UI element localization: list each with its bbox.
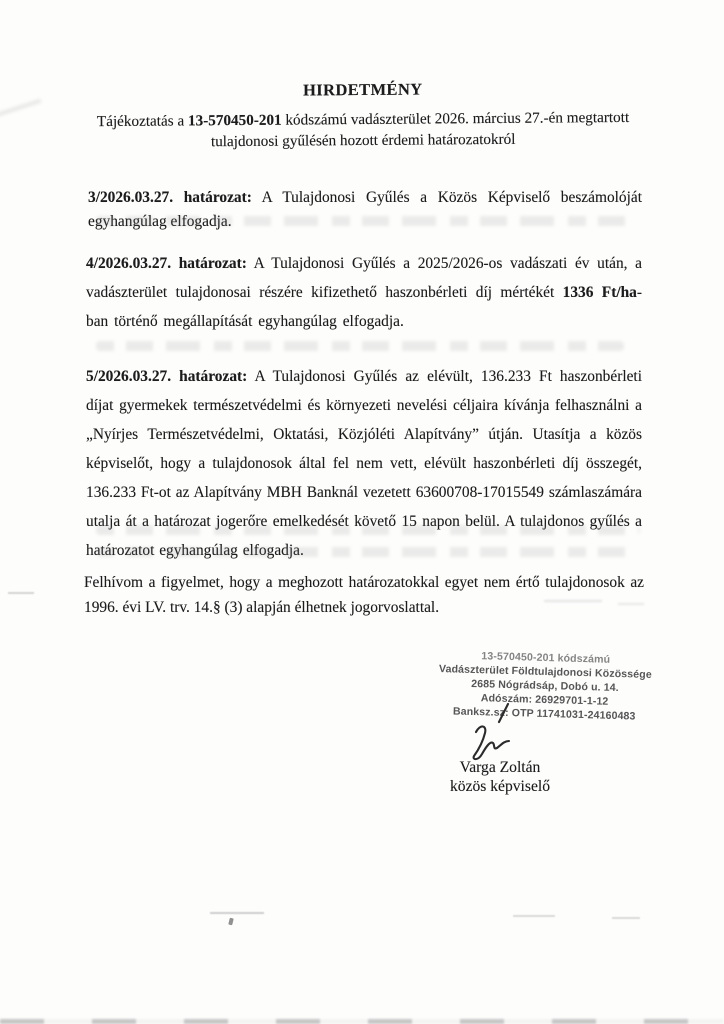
territory-code: 13-570450-201	[187, 111, 282, 130]
signatory-block	[420, 758, 580, 796]
scan-artifact-ghostline-3	[96, 525, 640, 535]
scan-artifact-dash-right-2	[618, 603, 644, 605]
stamp-org-name-line: Vadászterület Földtulajdonosi Közössége	[438, 663, 652, 681]
scan-artifact-ghostline-1	[96, 216, 636, 226]
stamp-address-line: 2685 Nógrádsáp, Dobó u. 14.	[471, 677, 619, 695]
resolution-3-text: A Tulajdonosi Gyűlés a Közös Képviselő beszámolóját egyhangúlag elfogadja.	[88, 189, 642, 230]
legal-notice-paragraph: Felhívom a figyelmet, hogy a meghozott határozatokkal egyet nem értő tulajdonosok az 1996. évi LV. trv. 14.§ (3) alapján élhetnek jogorvoslattal.	[84, 574, 644, 616]
resolution-4-text-tail: -ban történő megállapítását egyhangúlag elfogadja.	[86, 284, 643, 330]
scan-artifact-ghostline-2	[96, 341, 624, 351]
scan-artifact-streak-3	[612, 917, 640, 919]
resolution-4-label: 4/2026.03.27. határozat:	[86, 255, 247, 272]
stamp-bankaccount-line: Banksz.sz: OTP 11741031-24160483	[452, 705, 636, 723]
resolution-5-text: A Tulajdonosi Gyűlés az elévült, 136.233 Ft haszonbérleti díjat gyermekek természetvédelmi és környezeti nevelési céljaira kívánja felhasználni a „Nyírjes Természetvédelmi, Oktatási, Közjóléti Alapítvány” útján. Utasítja a közös képviselőt, hogy a tulajdonosok által fel nem vett, elévült haszonbérleti díj összegét, 136.233 Ft-ot az Alapítvány MBH Banknál vezetett 63600708-17015549 számlaszámára utalja át a határozat jogerőre emelkedését követő 15 napon belül. A tulajdonos gyűlés a határozatot egyhangúlag elfogadja.	[86, 368, 642, 559]
scan-artifact-smudge	[0, 99, 41, 118]
subtitle-text-lead: Tájékoztatás a	[96, 112, 189, 131]
fee-amount: 1336 Ft/ha	[562, 284, 637, 301]
document-subtitle	[84, 107, 642, 153]
resolution-4-paragraph	[86, 249, 642, 336]
resolution-4-text-lead: A Tulajdonosi Gyűlés a 2025/2026-os vadászati év után, a vadászterület tulajdonosai részére kifizethető haszonbérleti díj mértékét	[86, 255, 642, 301]
signature-scribble-icon	[462, 698, 524, 764]
scan-artifact-streak-1	[210, 912, 264, 914]
subtitle-text-tail: kódszámú vadászterület 2026. március 27.-én megtartott tulajdonosi gyűlésén hozott érdemi határozatokról	[210, 108, 630, 151]
resolution-3-label: 3/2026.03.27. határozat:	[88, 189, 252, 206]
signatory-name: Varga Zoltán	[459, 759, 541, 776]
scan-artifact-ghostline-4	[96, 547, 632, 557]
signatory-role: közös képviselő	[449, 778, 551, 795]
resolution-3-paragraph	[88, 186, 642, 234]
stamp-taxnumber-line: Adószám: 26929701-1-12	[480, 692, 609, 708]
scan-artifact-streak-2	[513, 915, 555, 917]
scan-artifact-tick	[228, 918, 234, 926]
stamp-code-line: 13-570450-201 kódszámú	[481, 650, 611, 666]
scan-artifact-dash-left	[8, 592, 34, 594]
document-header	[84, 78, 643, 153]
resolution-5-label: 5/2026.03.27. határozat:	[86, 368, 248, 385]
page-title: HIRDETMÉNY	[302, 79, 423, 100]
scan-artifact-dash-right-1	[544, 600, 602, 602]
scan-artifact-bottom-edge	[0, 1019, 724, 1024]
